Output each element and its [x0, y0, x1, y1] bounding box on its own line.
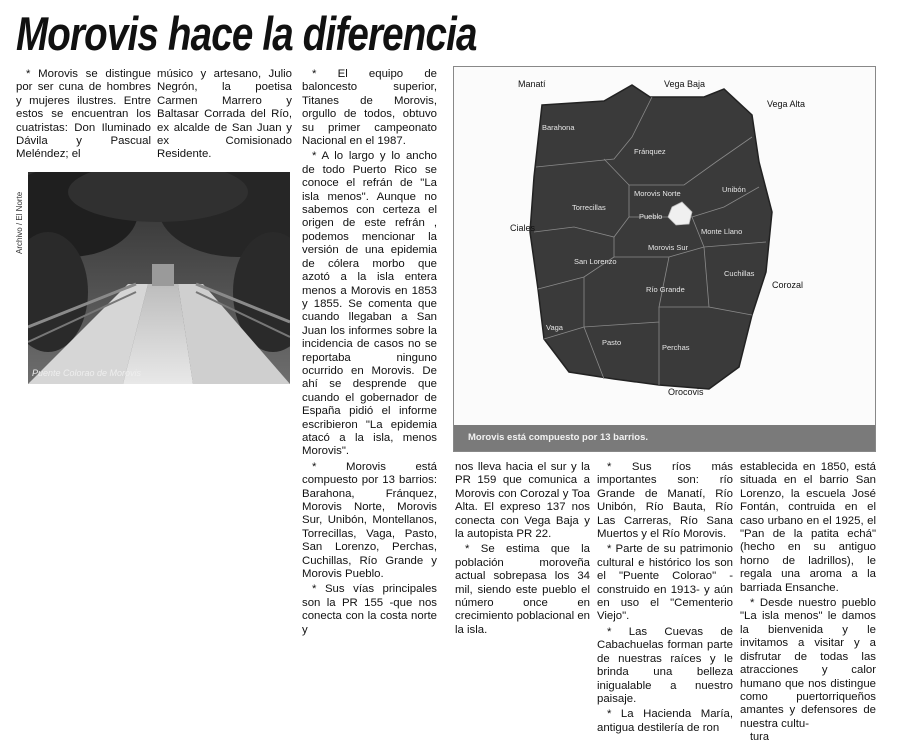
map-label-cuchillas: Cuchillas	[724, 269, 755, 278]
photo-caption: Puente Colorao de Morovis	[32, 368, 142, 378]
map-label-ciales: Ciales	[510, 223, 536, 233]
map-label-orocovis: Orocovis	[668, 387, 704, 397]
barrios-map	[453, 66, 876, 452]
map-graphic	[454, 67, 875, 451]
map-label-morovis-sur: Morovis Sur	[648, 243, 689, 252]
paragraph: * Morovis está compuesto por 13 barrios: Barahona, Fránquez, Morovis Norte, Morovis Sur, Unibón, Montellanos, Torrecillas, Vaga, Pasto, San Lorenzo, Perchas, Cuchillas, Río Grande y Morovis Pueblo.	[302, 460, 437, 581]
paragraph: * A lo largo y lo ancho de todo Puerto Rico se conoce el refrán de "La isla menos". Aunque no sabemos con certeza el origen de este refrán , podemos mencionar la versión de una epidemia de cólera morbo que azotó a la isla entera menos a Morovis en 1853 y 1855. Se comenta que cuando llegaban a San Juan los informes sobre la incidencia de casos no se reportaba ninguno ocurrido en Morovis. De ahí se desprende que cuando el gobernador de España pidió el informe escribieron "La epidemia atacó a la isla, menos Morovis".	[302, 150, 437, 458]
map-label-perchas: Perchas	[662, 343, 690, 352]
map-label-rio-grande: Río Grande	[646, 285, 685, 294]
continuation-word: tura	[750, 731, 769, 743]
map-label-pueblo: Pueblo	[639, 212, 663, 221]
paragraph: * Sus ríos más importantes son: río Grande de Manatí, Río Unibón, Río Bauta, Río Las Carreras, Río Sana Muertos y el Río Morovis.	[597, 461, 733, 541]
map-label-vega-baja: Vega Baja	[664, 79, 706, 89]
column-3	[302, 68, 437, 639]
paragraph: músico y artesano, Julio Negrón, la poetisa Carmen Marrero y Baltasar Corrada del Río, ex alcalde de San Juan y ex Comisionado Residente.	[157, 68, 292, 161]
map-caption: Morovis está compuesto por 13 barrios.	[454, 425, 875, 451]
column-6	[740, 461, 876, 733]
column-1	[16, 68, 151, 164]
paragraph: * El equipo de baloncesto superior, Titanes de Morovis, orgullo de todos, obtuvo su primer campeonato Nacional en el 1987.	[302, 68, 437, 148]
bridge-photo	[28, 172, 290, 384]
map-label-barahona: Barahona	[542, 123, 575, 132]
column-4	[455, 461, 590, 639]
headline: Morovis hace la diferencia	[16, 7, 477, 60]
map-label-morovis-norte: Morovis Norte	[634, 189, 681, 198]
paragraph: * Morovis se distingue por ser cuna de hombres y mujeres ilustres. Entre estos se encuentran los cuatristas: Don Iluminado Dávila y Pascual Meléndez; el	[16, 68, 151, 161]
paragraph: * Desde nuestro pueblo "La isla menos" le damos la bienvenida y le invitamos a visitar y a disfrutar de todas las atracciones y calor humano que nos distingue como puertorriqueños amantes y defensores de nuestra cultu-	[740, 597, 876, 730]
photo-credit: Archivo / El Norte	[15, 191, 24, 254]
map-label-monte-llano: Monte Llano	[701, 227, 743, 236]
map-label-unibon: Unibón	[722, 185, 746, 194]
map-label-vaga: Vaga	[546, 323, 563, 332]
paragraph: * Parte de su patrimonio cultural e histórico los son el "Puente Colorao" - construido en 1913- y aún en uso el "Cementerio Viejo".	[597, 543, 733, 623]
map-label-franquez: Fránquez	[634, 147, 666, 156]
map-label-corozal: Corozal	[772, 280, 804, 290]
paragraph: nos lleva hacia el sur y la PR 159 que comunica a Morovis con Corozal y Toa Alta. El expreso 137 nos conecta con Vega Baja y la autopista PR 22.	[455, 461, 590, 541]
map-label-pasto: Pasto	[602, 338, 622, 347]
paragraph: * Se estima que la población moroveña actual sobrepasa los 34 mil, siendo este pueblo el número once en crecimiento poblacional en la isla.	[455, 543, 590, 636]
column-5	[597, 461, 733, 737]
map-label-san-lorenzo: San Lorenzo	[574, 257, 617, 266]
map-label-vega-alta: Vega Alta	[767, 99, 806, 109]
column-2	[157, 68, 292, 164]
map-label-manati: Manatí	[518, 79, 546, 89]
paragraph: establecida en 1850, está situada en el barrio San Lorenzo, la escuela José Fontán, contruida en el caso urbano en el 1925, el "Pan de la patita echá" (hecho en su antiguo horno de ladrillos), le regala una aroma a la barriada Ensanche.	[740, 461, 876, 594]
map-label-torrecillas: Torrecillas	[572, 203, 606, 212]
paragraph: * La Hacienda María, antigua destilería de ron	[597, 708, 733, 734]
paragraph: * Sus vías principales son la PR 155 -que nos conecta con la costa norte y	[302, 583, 437, 636]
paragraph: * Las Cuevas de Cabachuelas forman parte de nuestras raíces y le brinda una belleza inigualable a nuestro paisaje.	[597, 625, 733, 705]
